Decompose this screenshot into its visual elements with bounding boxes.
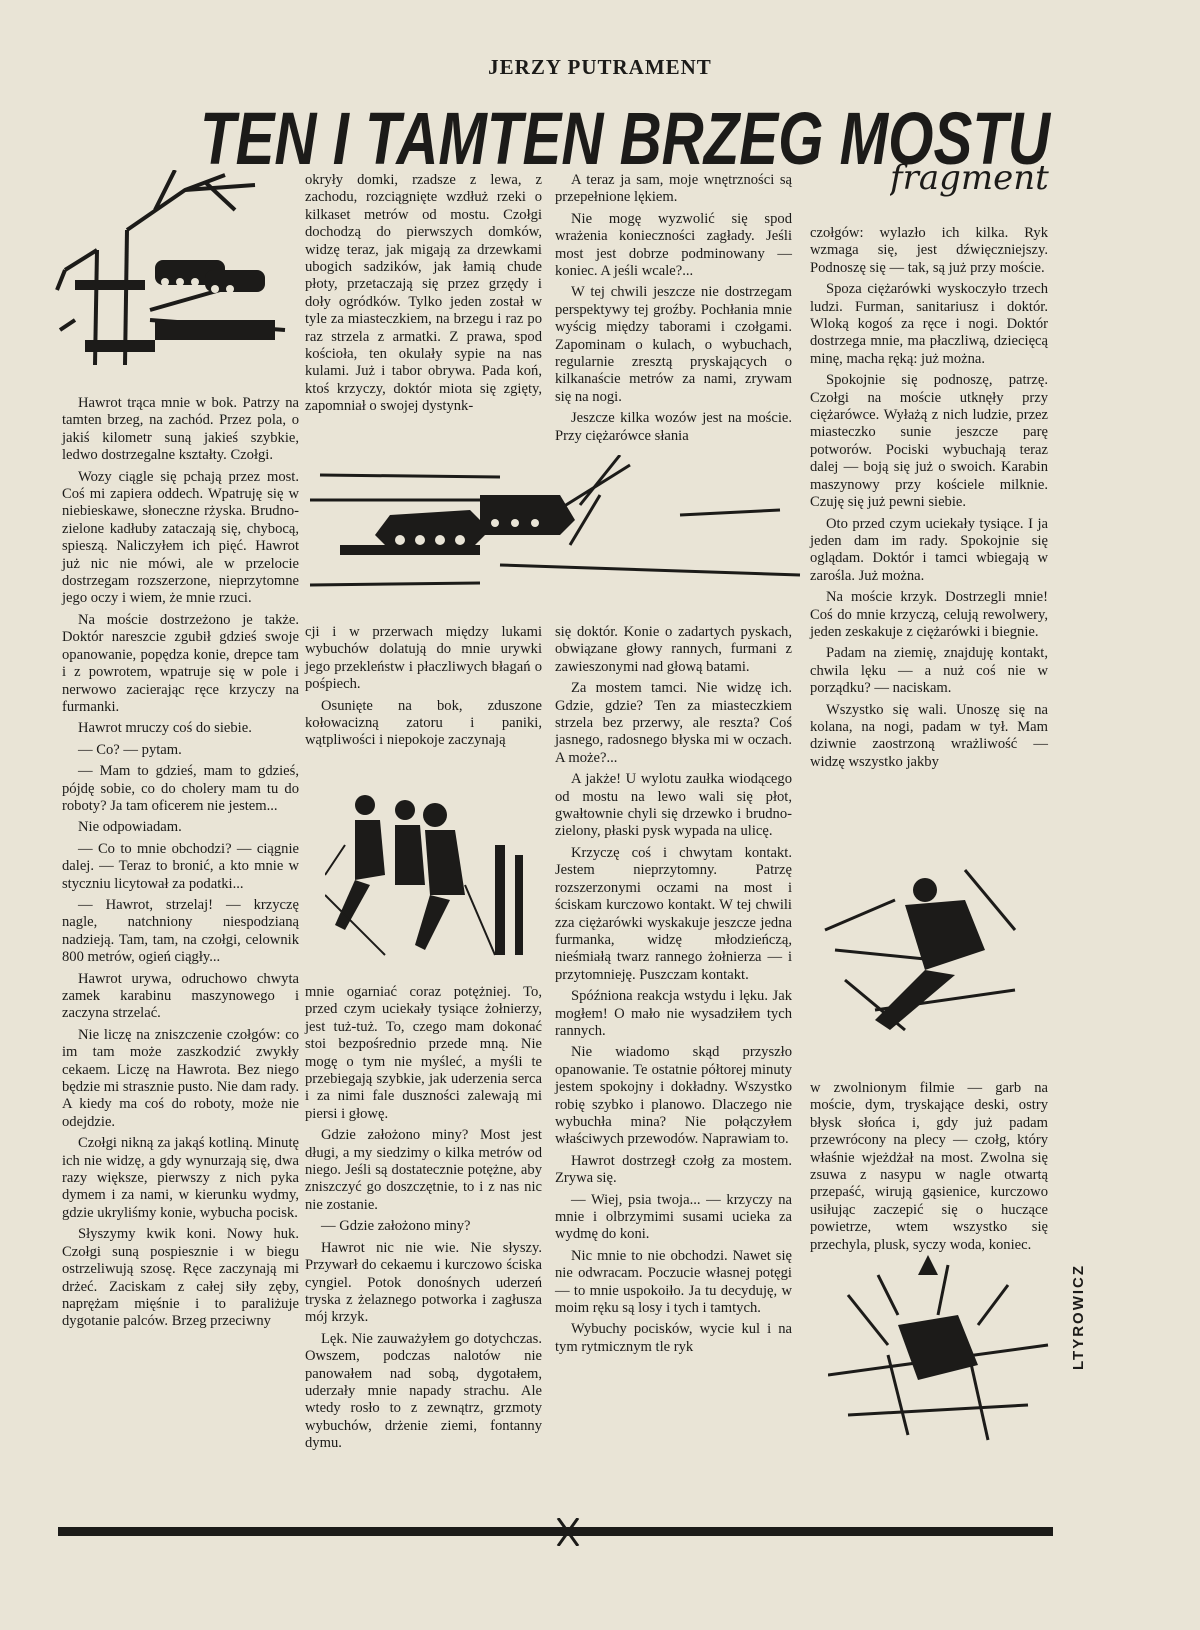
- paragraph: Nie liczę na zniszczenie czołgów: co im tam może zaszkodzić zwykły cekaem. Liczę na Hawrota. Bez niego będzie mi strasznie pusto. Nie dam rady. A kiedy ma coś do roboty, może nie odejdzie.: [62, 1026, 299, 1130]
- paragraph: — Co? — pytam.: [78, 741, 182, 758]
- column-3-bottom: [555, 624, 792, 1360]
- paragraph: Nie odpowiadam.: [78, 819, 182, 836]
- paragraph: Gdzie założono miny? Most jest długi, a my siedzimy o kilka metrów od niego. Jeśli są dostatecznie potężne, aby zniszczyć go doszczętnie, to i z nas nic nie zostanie.: [305, 1127, 542, 1213]
- paragraph: Lęk. Nie zauważyłem go dotychczas. Owszem, podczas nalotów nie panowałem nad sobą, dygotałem, uderzały mnie napady strachu. Ale wtedy rosło to z zewnątrz, grzmoty wybuchów, drżenie ziemi, fontanny dymu.: [305, 1330, 542, 1452]
- paragraph: Hawrot nic nie wie. Nie słyszy. Przywarł do cekaemu i kurczowo ściska cyngiel. Potok donośnych uderzeń tryska z żelaznego potworka i zagłusza mój krzyk.: [305, 1239, 542, 1326]
- paragraph: Słyszymy kwik koni. Nowy huk. Czołgi suną pospiesznie i w biegu ostrzeliwują szosę. Ręce zaczynają mi drżeć. Zaciskam z całej siły zęby, naprężam mięśnie i to paraliżuje dygotanie palców. Brzeg przeciwny: [62, 1226, 299, 1330]
- column-3-top: [555, 172, 792, 449]
- illustrator-signature: LTYROWICZ: [1070, 1263, 1087, 1370]
- soldiers-illustration: [325, 785, 550, 960]
- paragraph: Jeszcze kilka wozów jest na moście. Przy ciężarówce słania: [555, 410, 792, 444]
- paragraph: w zwolnionym filmie — garb na moście, dym, tryskające deski, ostry błysk słońca i, gdy już padam przewrócony na plecy — czołg, który właśnie wjeżdżał na most. Zwolna się zsuwa z nasypu w nagle otwartą przepaść, wirują gąsienice, kurczowo usiłując zaczepić się o huczące powietrze, wtem wszystko się przechyla, plusk, syczy woda, koniec.: [810, 1080, 1048, 1253]
- paragraph: Na moście krzyk. Dostrzegli mnie! Coś do mnie krzyczą, celują rewolwery, jeden zeskakuje z ciężarówki i biegnie.: [810, 589, 1048, 640]
- paragraph: Hawrot mruczy coś do siebie.: [78, 720, 252, 737]
- paragraph: Hawrot trąca mnie w bok. Patrzy na tamten brzeg, na zachód. Przez pola, o jakiś kilometr suną jakieś szybkie, ledwo dostrzegalne kształty. Czołgi.: [62, 395, 299, 464]
- paragraph: Spóźniona reakcja wstydu i lęku. Jak mogłem! O mało nie wysadziłem tych rannych.: [555, 988, 792, 1039]
- paragraph: się doktór. Konie o zadartych pyskach, obwiązane głowy rannych, furmani z zawieszonymi nad głową batami.: [555, 624, 792, 675]
- paragraph: Padam na ziemię, znajduję kontakt, chwila lęku — a nuż coś nie w porządku? — naciskam.: [810, 645, 1048, 697]
- falling-soldier-illustration: [815, 860, 1025, 1040]
- explosion-illustration: [828, 1255, 1058, 1455]
- paragraph: Wszystko się wali. Unoszę się na kolana, na nogi, padam w tył. Mam dziwnie zaostrzoną wrażliwość — widzę wszystko jakby: [810, 701, 1048, 770]
- column-2-middle: [305, 624, 542, 754]
- paragraph: A jakże! U wylotu zaułka wiodącego od mostu na lewo wali się płot, gwałtownie chyli się drzewko i brudno-zielony, płaski pysk wypada na ulicę.: [555, 771, 792, 840]
- paragraph: W tej chwili jeszcze nie dostrzegam perspektywy tej groźby. Pochłania mnie wyścig między taborami i czołgami. Zapominam o kulach, o wybuchach, regularnie zresztą pryskających o kilkanaście metrów za nami, zrywam się na nogi.: [555, 284, 792, 405]
- paragraph: mnie ogarniać coraz potężniej. To, przed czym uciekały tysiące żołnierzy, jest tuż-tuż. To, czego mam dokonać stoi bezpośrednio przede mną. Nie mogę o tym nie myśleć, a myśli te przebiegają szybkie, jak uderzenia serca i za nimi fale duszności zalewają mi piersi i głowę.: [305, 984, 542, 1122]
- paragraph: — Gdzie założono miny?: [321, 1218, 471, 1235]
- paragraph: — Hawrot, strzelaj! — krzyczę nagle, natchniony niespodzianą nadzieją. Tam, tam, na czołgi, celownik 800 metrów, ogień ciągły...: [62, 896, 299, 966]
- tanks-tree-illustration: [55, 170, 295, 370]
- paragraph: okryły domki, rzadsze z lewa, z zachodu, rozciągnięte wzdłuż rzeki o kilkaset metrów od mostu. Czołgi dochodzą do pierwszych domków, widzę teraz, jak migają za drzewkami ubogich sadzików, jak łamią chude płoty, przetaczają się przez grzędy i doły ogródków. Tylko jeden został w tyle za miasteczkiem, na brzegu i raz po raz strzela z armatki. Z prawa, spod kościoła, ten okulały sypie na nas kulami. Już i tabor obrywa. Pada koń, ktoś krzyczy, doktór miota się zgięty, zapomniał o swojej dystynk-: [305, 172, 542, 415]
- paragraph: Nie mogę wyzwolić się spod wrażenia konieczności zagłady. Jeśli most jest dobrze podminowany — koniec. A jeśli wcale?...: [555, 210, 792, 280]
- paragraph: Czołgi nikną za jakąś kotliną. Minutę ich nie widzę, a gdy wynurzają się, dwa razy większe, pierwszy z nich pyka dymem i za nami, w kierunku wydmy, gdzie ukryliśmy konie, wybucha pocisk.: [62, 1135, 299, 1221]
- subtitle: [890, 155, 1050, 205]
- paragraph: — Co to mnie obchodzi? — ciągnie dalej. — Teraz to bronić, a kto mnie w styczniu licytował za podatki...: [62, 840, 299, 892]
- tanks-landscape-illustration: [300, 455, 810, 605]
- column-4-bottom: [810, 1080, 1048, 1258]
- paragraph: Na moście dostrzeżono je także. Doktór nareszcie zgubił gdzieś swoje opanowanie, popędza konie, drepce tam i z powrotem, wpatruje się w pole i nerwowo zacierając ręce krzyczy na furmanki.: [62, 611, 299, 715]
- paragraph: A teraz ja sam, moje wnętrzności są przepełnione lękiem.: [555, 172, 792, 206]
- paragraph: Osunięte na bok, zduszone kołowacizną zatoru i paniki, wątpliwości i niepokoje zaczynają: [305, 697, 542, 749]
- paragraph: Oto przed czym uciekały tysiące. I ja jeden dam im rady. Spokojnie się oglądam. Doktór i tamci wbiegają w zarośla. Już można.: [810, 515, 1048, 584]
- column-2-top: [305, 172, 542, 420]
- bottom-rule-ornament: [58, 1518, 1053, 1546]
- paragraph: Krzyczę coś i chwytam kontakt. Jestem nieprzytomny. Patrzę rozszerzonymi oczami na most i ściskam kurczowo kontakt. W tej chwili zza ciężarówki wyskakuje jeszcze jedna furmanka, widzę młodzieńczą, nieśmiałą twarz rannego żołnierza — i przytomnieję. Puszczam kontakt.: [555, 844, 792, 983]
- paragraph: cji i w przerwach między lukami wybuchów dolatują do mnie urywki jego przekleństw i płaczliwych błagań o pośpiech.: [305, 624, 542, 693]
- paragraph: Wozy ciągle się pchają przez most. Coś mi zapiera oddech. Wpatruję się w niebieskawe, słoneczne rżyska. Brudno-zielone kadłuby zataczają się, chybocą, spieszą. Naliczyłem ich pięć. Hawrot już nic nie mówi, ale w przelocie dostrzegam rozszerzone, nieprzytomne jego oczy i wiem, że mnie rzuci.: [62, 468, 299, 607]
- article-title-text: TEN I TAMTEN BRZEG MOSTU: [200, 97, 1052, 180]
- paragraph: Wybuchy pocisków, wycie kul i na tym rytmicznym tle ryk: [555, 1321, 792, 1355]
- author-name: JERZY PUTRAMENT: [488, 55, 712, 79]
- paragraph: Spokojnie się podnoszę, patrzę. Czołgi na moście utknęły przy ciężarówce. Wyłażą z nich ludzie, przez miasteczko sunie jeszcze parę potworów. Pociski wybuchają teraz dalej — boją się już o swoich. Karabin maszynowy przy kościele milknie. Czuję się już pewni siebie.: [810, 372, 1048, 511]
- paragraph: Nie wiadomo skąd przyszło opanowanie. Te ostatnie półtorej minuty jestem spokojny i dokładny. Wszystko robię szybko i planowo. Dlaczego nie wybuchła mina? Nie połączyłem właściwych przewodów. Naprawiam to.: [555, 1044, 792, 1148]
- paragraph: Hawrot urywa, odruchowo chwyta zamek karabinu maszynowego i zaczyna strzelać.: [62, 970, 299, 1022]
- paragraph: Za mostem tamci. Nie widzę ich. Gdzie, gdzie? Ten za miasteczkiem strzela bez przerwy, ale reszta? Coś jasnego, radosnego błyska mi w oczach. A może?...: [555, 680, 792, 766]
- column-2-bottom: [305, 984, 542, 1457]
- paragraph: Nic mnie to nie obchodzi. Nawet się nie odwracam. Poczucie własnej potęgi — to mnie uspokoiło. Ja tu decyduję, w moim ręku są losy i tych i tamtych.: [555, 1247, 792, 1317]
- column-4-top: [810, 225, 1048, 775]
- column-1: [62, 395, 299, 1335]
- paragraph: Hawrot dostrzegł czołg za mostem. Zrywa się.: [555, 1152, 792, 1187]
- paragraph: — Wiej, psia twoja... — krzyczy na mnie i olbrzymimi susami ucieka za wydmę do koni.: [555, 1191, 792, 1243]
- paragraph: Spoza ciężarówki wyskoczyło trzech ludzi. Furman, sanitariusz i doktór. Wloką kogoś za ręce i nogi. Doktór dostrzega mnie, ma płaczliwą, dziecięcą minę, macha ręką: już można.: [810, 281, 1048, 367]
- subtitle-text: fragment: [890, 158, 1049, 198]
- paragraph: — Mam to gdzieś, mam to gdzieś, pójdę sobie, co do cholery mam tu do roboty? Ja tam oficerem nie jestem...: [62, 763, 299, 814]
- paragraph: czołgów: wylazło ich kilka. Ryk wzmaga się, jest dźwięczniejszy. Podnoszę się — tak, są już przy moście.: [810, 225, 1048, 276]
